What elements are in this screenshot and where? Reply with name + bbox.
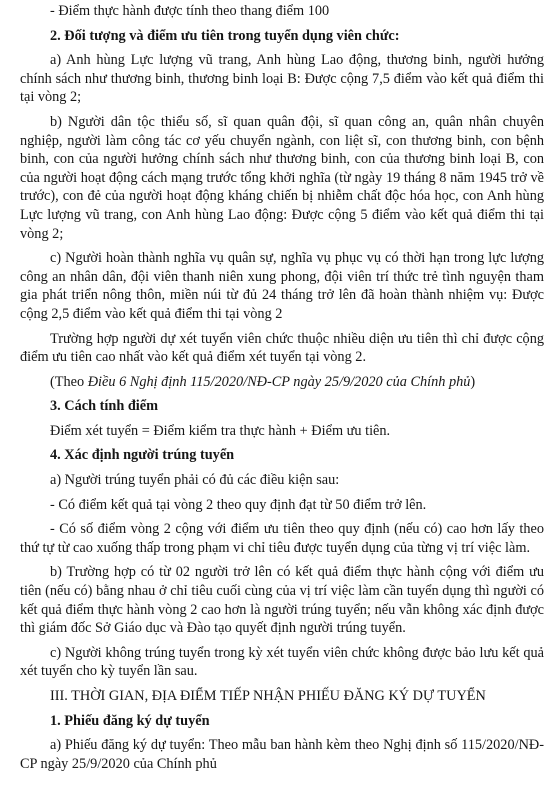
part-III-heading: III. THỜI GIAN, ĐỊA ĐIỂM TIẾP NHẬN PHIẾU ĐĂNG KÝ DỰ TUYỂN bbox=[50, 688, 486, 704]
legal-reference-close: ) bbox=[470, 373, 476, 390]
winner-conditions-intro: a) Người trúng tuyển phải có đủ các điều kiện sau: bbox=[50, 472, 340, 489]
legal-reference bbox=[20, 373, 544, 392]
subsection-1-heading: 1. Phiếu đăng ký dự tuyển bbox=[50, 712, 210, 729]
tie-break-paragraph: b) Trường hợp có từ 02 người trở lên có kết quả điểm thực hành cộng với điểm ưu tiên (nếu có) bằng nhau ở chỉ tiêu cuối cùng của vị trí việc làm cần tuyển dụng thì người có kết quả điểm thực hành vòng 2 cao hơn là người trúng tuyển; nếu vẫn không xác định được thì giám đốc Sở Giáo dục và Đào tạo quyết định người trúng tuyển. bbox=[20, 564, 544, 637]
no-reservation-paragraph: c) Người không trúng tuyển trong kỳ xét tuyển viên chức không được bảo lưu kết quả xét tuyển cho kỳ tuyển lần sau. bbox=[20, 644, 544, 680]
practice-score-note: - Điểm thực hành được tính theo thang điểm 100 bbox=[50, 3, 330, 19]
registration-form-paragraph: a) Phiếu đăng ký dự tuyển: Theo mẫu ban hành kèm theo Nghị định số 115/2020/NĐ-CP ngày 25/9/2020 của Chính phủ bbox=[20, 737, 544, 772]
winner-condition-2: - Có số điểm vòng 2 cộng với điểm ưu tiên theo quy định (nếu có) cao hơn lấy theo thứ tự từ cao xuống thấp trong phạm vi chỉ tiêu được tuyển dụng của từng vị trí việc làm. bbox=[20, 521, 544, 556]
winner-condition-1: - Có điểm kết quả tại vòng 2 theo quy định đạt từ 50 điểm trở lên. bbox=[50, 496, 427, 513]
section-2-heading: 2. Đối tượng và điểm ưu tiên trong tuyển dụng viên chức: bbox=[50, 27, 400, 44]
score-formula: Điểm xét tuyển = Điểm kiểm tra thực hành + Điểm ưu tiên. bbox=[50, 422, 391, 439]
multiple-priority-paragraph: Trường hợp người dự xét tuyển viên chức thuộc nhiều diện ưu tiên thì chỉ được cộng điểm ưu tiên cao nhất vào kết quả điểm xét tuyển tại vòng 2. bbox=[20, 330, 544, 366]
legal-reference-citation: Điều 6 Nghị định 115/2020/NĐ-CP ngày 25/9/2020 của Chính phủ bbox=[87, 373, 471, 390]
section-3-heading: 3. Cách tính điểm bbox=[50, 398, 159, 415]
priority-a-paragraph: a) Anh hùng Lực lượng vũ trang, Anh hùng Lao động, thương binh, người hưởng chính sách như thương binh, thương binh loại B: Được cộng 7,5 điểm vào kết quả điểm thi tại vòng 2; bbox=[20, 52, 544, 106]
legal-reference-open: (Theo bbox=[50, 373, 88, 390]
section-4-heading: 4. Xác định người trúng tuyển bbox=[50, 447, 235, 464]
priority-c-paragraph: c) Người hoàn thành nghĩa vụ quân sự, nghĩa vụ phục vụ có thời hạn trong lực lượng công an nhân dân, đội viên thanh niên xung phong, đội viên trí thức trẻ tình nguyện tham gia phát triển nông thôn, miền núi từ đủ 24 tháng trở lên đã hoàn thành nhiệm vụ: Được cộng 2,5 điểm vào kết quả điểm thi tại vòng 2 bbox=[20, 250, 544, 322]
priority-b-paragraph: b) Người dân tộc thiểu số, sĩ quan quân đội, sĩ quan công an, quân nhân chuyên nghiệp, người làm công tác cơ yếu chuyển ngành, con liệt sĩ, con thương binh, con bệnh binh, con của người hưởng chính sách như thương binh, con của thương binh loại B, con của người hoạt động cách mạng trước tổng khởi nghĩa (từ ngày 19 tháng 8 năm 1945 trở về trước), con đẻ của người hoạt động kháng chiến bị nhiễm chất độc hóa học, con Anh hùng Lực lượng vũ trang, con Anh hùng Lao động: Được cộng 5 điểm vào kết quả điểm thi tại vòng 2; bbox=[20, 113, 544, 242]
